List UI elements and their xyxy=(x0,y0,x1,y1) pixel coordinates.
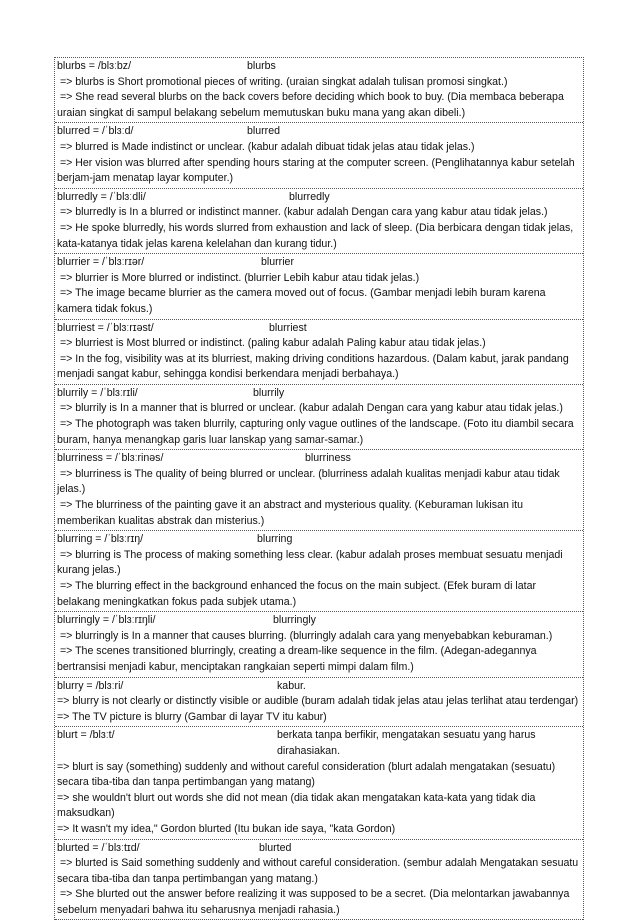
entry-example: => She read several blurbs on the back covers before deciding which book to buy. (Dia membaca beberapa uraian singkat di sampul belakang sebelum memutuskan buku mana yang akan dibeli.) xyxy=(57,90,581,121)
entry-headword: kabur. xyxy=(277,679,306,695)
entry-definition: => blurredly is In a blurred or indistinct manner. (kabur adalah Dengan cara yang kabur atau tidak jelas.) xyxy=(57,205,581,221)
entry-pronunciation: blurred = /ˈblɜːd/ xyxy=(57,124,247,140)
entry-headword: blurrier xyxy=(261,255,294,271)
dictionary-entry xyxy=(55,385,583,450)
entry-definition: => blurringly is In a manner that causes blurring. (blurringly adalah cara yang menyebabkan keburaman.) xyxy=(57,629,581,645)
entry-header xyxy=(57,679,581,695)
entry-pronunciation: blurt = /blɜːt/ xyxy=(57,728,277,759)
entry-example: => she wouldn't blurt out words she did not mean (dia tidak akan mengatakan kata-kata yang tidak dia maksudkan) xyxy=(57,791,581,822)
entry-definition: => blurbs is Short promotional pieces of writing. (uraian singkat adalah tulisan promosi singkat.) xyxy=(57,75,581,91)
entry-example: => The TV picture is blurry (Gambar di layar TV itu kabur) xyxy=(57,710,581,726)
entry-example: => The image became blurrier as the camera moved out of focus. (Gambar menjadi lebih buram karena kamera tidak fokus.) xyxy=(57,286,581,317)
dictionary-entry xyxy=(55,727,583,839)
entry-header xyxy=(57,255,581,271)
dictionary-entry xyxy=(55,58,583,123)
entry-definition: => blurt is say (something) suddenly and without careful consideration (blurt adalah mengatakan (sesuatu) secara tiba-tiba dan tanpa pertimbangan yang matang) xyxy=(57,760,581,791)
entry-headword: blurriest xyxy=(269,321,307,337)
entry-example: => She blurted out the answer before realizing it was supposed to be a secret. (Dia melontarkan jawabannya sebelum menyadari bahwa itu seharusnya menjadi rahasia.) xyxy=(57,887,581,918)
dictionary-entry xyxy=(55,678,583,728)
entry-headword: blurredly xyxy=(289,190,330,206)
entry-header xyxy=(57,386,581,402)
dictionary-page xyxy=(54,57,584,920)
entry-header xyxy=(57,841,581,857)
entry-pronunciation: blurriness = /ˈblɜːrinəs/ xyxy=(57,451,305,467)
entry-definition: => blurring is The process of making something less clear. (kabur adalah proses membuat sesuatu menjadi kurang jelas.) xyxy=(57,548,581,579)
entry-definition: => blurriest is Most blurred or indistinct. (paling kabur adalah Paling kabur atau tidak jelas.) xyxy=(57,336,581,352)
dictionary-entry xyxy=(55,189,583,254)
entry-headword: blurred xyxy=(247,124,280,140)
entry-example: => In the fog, visibility was at its blurriest, making driving conditions hazardous. (Dalam kabut, jarak pandang menjadi sangat kabur, sehingga kondisi berkendara menjadi berbahaya.) xyxy=(57,352,581,383)
entry-definition: => blurry is not clearly or distinctly visible or audible (buram adalah tidak jelas atau jelas terlihat atau terdengar) xyxy=(57,694,581,710)
entry-definition: => blurriness is The quality of being blurred or unclear. (blurriness adalah kualitas menjadi kabur atau tidak jelas.) xyxy=(57,467,581,498)
entry-definition: => blurred is Made indistinct or unclear. (kabur adalah dibuat tidak jelas atau tidak jelas.) xyxy=(57,140,581,156)
entry-example: => The blurriness of the painting gave it an abstract and mysterious quality. (Keburaman lukisan itu memberikan kualitas abstrak dan misterius.) xyxy=(57,498,581,529)
dictionary-entry xyxy=(55,254,583,319)
dictionary-entry xyxy=(55,840,583,920)
entry-example: => It wasn't my idea," Gordon blurted (Itu bukan ide saya, "kata Gordon) xyxy=(57,822,581,838)
dictionary-entry xyxy=(55,450,583,531)
entry-example: => The photograph was taken blurrily, capturing only vague outlines of the landscape. (Foto itu diambil secara buram, hanya menangkap garis luar lanskap yang samar-samar.) xyxy=(57,417,581,448)
dictionary-entry xyxy=(55,320,583,385)
dictionary-entry xyxy=(55,123,583,188)
entry-header xyxy=(57,321,581,337)
entry-definition: => blurted is Said something suddenly and without careful consideration. (sembur adalah Mengatakan sesuatu secara tiba-tiba dan tanpa pertimbangan yang matang.) xyxy=(57,856,581,887)
entry-headword: blurrily xyxy=(253,386,284,402)
entry-definition: => blurrily is In a manner that is blurred or unclear. (kabur adalah Dengan cara yang kabur atau tidak jelas.) xyxy=(57,401,581,417)
entry-pronunciation: blurringly = /ˈblɜːrɪŋli/ xyxy=(57,613,273,629)
entry-header xyxy=(57,728,581,759)
entry-pronunciation: blurrily = /ˈblɜːrɪli/ xyxy=(57,386,253,402)
entry-headword: blurbs xyxy=(247,59,276,75)
entry-pronunciation: blurriest = /ˈblɜːrɪəst/ xyxy=(57,321,269,337)
entry-pronunciation: blurrier = /ˈblɜːrɪər/ xyxy=(57,255,261,271)
entry-header xyxy=(57,532,581,548)
entry-headword: blurringly xyxy=(273,613,316,629)
dictionary-entry xyxy=(55,612,583,677)
entry-pronunciation: blurry = /blɜːri/ xyxy=(57,679,277,695)
entry-headword: blurriness xyxy=(305,451,351,467)
entry-header xyxy=(57,190,581,206)
entry-pronunciation: blurted = /ˈblɜːtɪd/ xyxy=(57,841,259,857)
entry-pronunciation: blurring = /ˈblɜːrɪŋ/ xyxy=(57,532,257,548)
entry-example: => The scenes transitioned blurringly, creating a dream-like sequence in the film. (Adegan-adegannya bertransisi menjadi kabur, menciptakan rangkaian seperti mimpi dalam film.) xyxy=(57,644,581,675)
entry-definition: => blurrier is More blurred or indistinct. (blurrier Lebih kabur atau tidak jelas.) xyxy=(57,271,581,287)
entry-headword: blurring xyxy=(257,532,292,548)
entry-example: => Her vision was blurred after spending hours staring at the computer screen. (Penglihatannya kabur setelah berjam-jam menatap layar komputer.) xyxy=(57,156,581,187)
entry-headword: berkata tanpa berfikir, mengatakan sesuatu yang harus dirahasiakan. xyxy=(277,728,581,759)
entry-example: => He spoke blurredly, his words slurred from exhaustion and lack of sleep. (Dia berbicara dengan tidak jelas, kata-katanya tidak jelas karena kelelahan dan kurang tidur.) xyxy=(57,221,581,252)
entry-header xyxy=(57,59,581,75)
dictionary-entry xyxy=(55,531,583,612)
entry-header xyxy=(57,124,581,140)
entry-pronunciation: blurbs = /blɜːbz/ xyxy=(57,59,247,75)
entry-pronunciation: blurredly = /ˈblɜːdli/ xyxy=(57,190,289,206)
entry-header xyxy=(57,613,581,629)
entry-headword: blurted xyxy=(259,841,291,857)
entry-header xyxy=(57,451,581,467)
entry-example: => The blurring effect in the background enhanced the focus on the main subject. (Efek buram di latar belakang meningkatkan fokus pada subjek utama.) xyxy=(57,579,581,610)
